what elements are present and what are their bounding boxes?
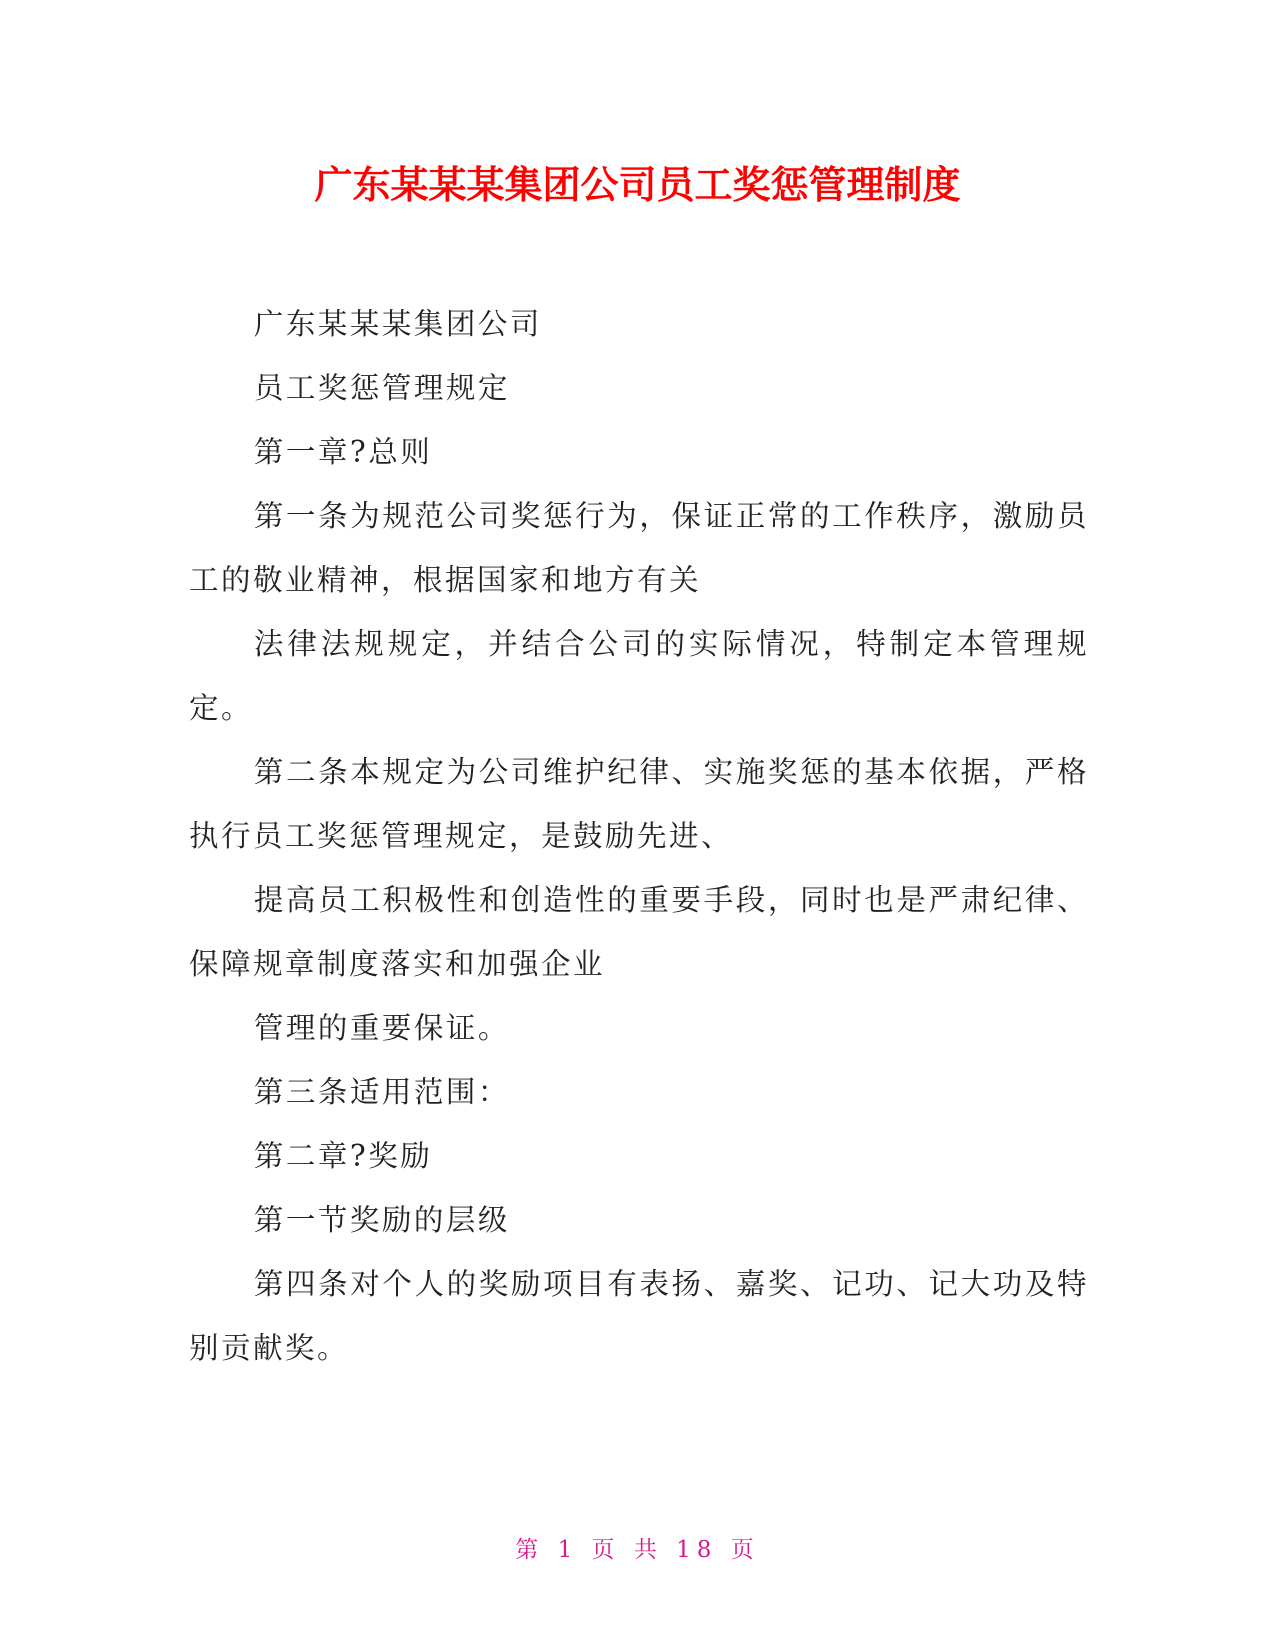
article-3-paragraph: 第三条适用范围： (253, 1075, 510, 1109)
article-1-continuation: 法律法规规定，并结合公司的实际情况，特制定本管理规定。 (189, 627, 1089, 725)
paragraph-company-name: 广东某某某集团公司 (253, 307, 542, 341)
section-1-heading: 第一节奖励的层级 (253, 1203, 510, 1237)
document-title: 广东某某某集团公司员工奖惩管理制度 (314, 163, 961, 207)
article-2-continuation: 提高员工积极性和创造性的重要手段，同时也是严肃纪律、保障规章制度落实和加强企业 (189, 883, 1089, 981)
article-2-paragraph: 第二条本规定为公司维护纪律、实施奖惩的基本依据，严格执行员工奖惩管理规定，是鼓励先进、 (189, 755, 1089, 853)
chapter-2-heading: 第二章?奖励 (253, 1139, 433, 1173)
article-4-paragraph: 第四条对个人的奖励项目有表扬、嘉奖、记功、记大功及特别贡献奖。 (189, 1267, 1089, 1365)
paragraph-regulation-name: 员工奖惩管理规定 (253, 371, 510, 405)
document-body (189, 292, 1089, 1380)
page-number-footer: 第 1 页 共 18 页 (515, 1537, 760, 1563)
article-1-paragraph: 第一条为规范公司奖惩行为，保证正常的工作秩序，激励员工的敬业精神，根据国家和地方有关 (189, 499, 1089, 597)
article-2-ending: 管理的重要保证。 (253, 1011, 510, 1045)
chapter-1-heading: 第一章?总则 (253, 435, 433, 469)
